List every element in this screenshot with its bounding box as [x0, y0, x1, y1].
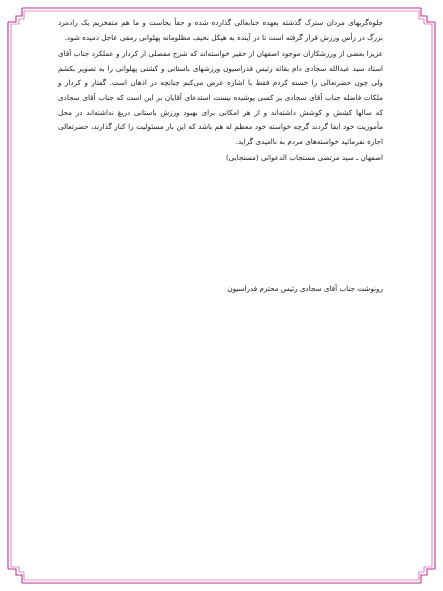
copy-note: رونوشت جناب آقای سجادی رئیس محترم فدراسیون — [227, 284, 383, 293]
letter-body — [58, 16, 383, 166]
letter-paragraph-1: جلوه‌گریهای مردان سترک گذشته بعهده جنابعالی گذارده شده و حقاً بجاست و ما هم متفخریم یک رادمرد بزرگ در رأس ورزش قرار گرفته است تا در آینده به هیکل نحیف مظلومانه پهلوانی رمقی عاجل دمیده شود. — [58, 18, 383, 42]
letter-paragraph-2: عزیزا بعضی از ورزشکاران موجود اصفهان از حقیر خواسته‌اند که شرح مفصلی از کردار و عملکرد جناب آقای استاد سید عبدالله سجادی دام بقائه رئیس فدراسیون ورزشهای باستانی و کشتی پهلوانی را به تصویر بکشم ولی چون حضرتعالی را خسته کردم فقط با اشاره عرض می‌کنم چنانچه در اذهان است. گفتار و کردار و ملکات فاضله جناب آقای سجادی بر کسی پوشیده نیست استدعای آقایان بر این است که جناب آقای سجادی که سالها کشش و کوشش داشته‌اند و از هر امکانی برای بهبود ورزش باستانی دریغ نداشته‌اند در محل مأموریت خود ابقا گردند گرچه خواسته خود معظم له هم باشد که این بار مسئولیت را کنار گذارند، حضرتعالی اجازه نفرمائید خواسته‌های مردم به ناامیدی گراید. — [58, 49, 383, 146]
letter-signature: اصفهان ـ سید مرتضی مستجاب الدعواتی (مستجابی) — [225, 153, 383, 163]
